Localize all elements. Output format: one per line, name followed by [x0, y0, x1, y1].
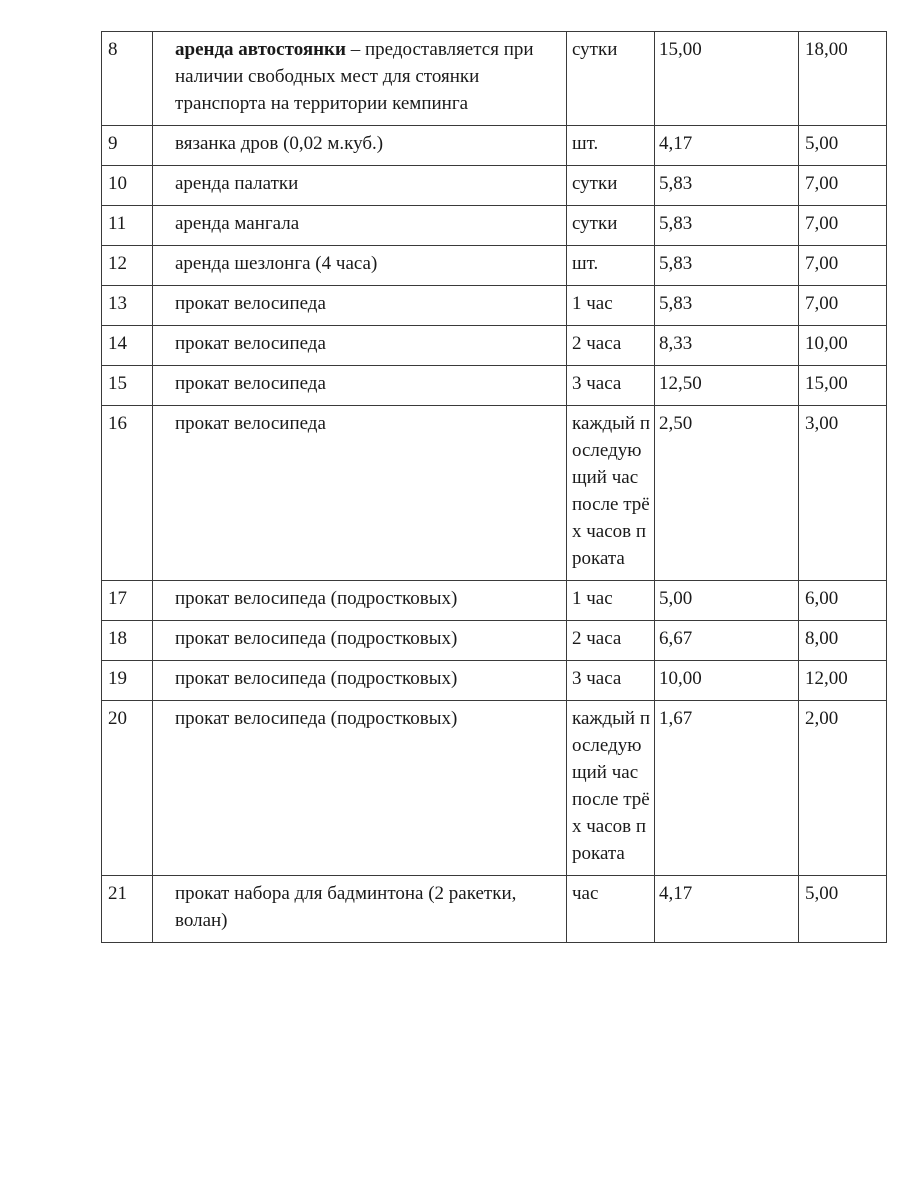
- service-name: аренда шезлонга (4 часа): [153, 246, 567, 286]
- row-number: 20: [102, 701, 153, 876]
- price-without-vat: 5,83: [655, 206, 799, 246]
- row-number: 16: [102, 406, 153, 581]
- price-with-vat: 5,00: [799, 876, 887, 943]
- price-with-vat: 6,00: [799, 581, 887, 621]
- row-number: 17: [102, 581, 153, 621]
- row-number: 14: [102, 326, 153, 366]
- table-row: [102, 246, 887, 286]
- row-number: 19: [102, 661, 153, 701]
- table-row: [102, 206, 887, 246]
- table-row: [102, 126, 887, 166]
- price-with-vat: 7,00: [799, 166, 887, 206]
- unit: шт.: [567, 246, 655, 286]
- price-with-vat: 7,00: [799, 286, 887, 326]
- price-without-vat: 1,67: [655, 701, 799, 876]
- row-number: 10: [102, 166, 153, 206]
- service-name: вязанка дров (0,02 м.куб.): [153, 126, 567, 166]
- price-with-vat: 18,00: [799, 32, 887, 126]
- price-with-vat: 7,00: [799, 206, 887, 246]
- unit: каждый последующий час после трёх часов проката: [567, 406, 655, 581]
- table-row: [102, 32, 887, 126]
- service-name: прокат велосипеда: [153, 366, 567, 406]
- row-number: 8: [102, 32, 153, 126]
- service-name: прокат велосипеда (подростковых): [153, 581, 567, 621]
- unit: 3 часа: [567, 661, 655, 701]
- unit: 3 часа: [567, 366, 655, 406]
- row-number: 12: [102, 246, 153, 286]
- price-without-vat: 6,67: [655, 621, 799, 661]
- service-name: [153, 32, 567, 126]
- price-without-vat: 4,17: [655, 126, 799, 166]
- unit: 1 час: [567, 581, 655, 621]
- unit: час: [567, 876, 655, 943]
- unit: каждый последующий час после трёх часов проката: [567, 701, 655, 876]
- table-row: [102, 286, 887, 326]
- price-table-body: [102, 32, 887, 943]
- price-without-vat: 2,50: [655, 406, 799, 581]
- price-with-vat: 10,00: [799, 326, 887, 366]
- table-row: [102, 661, 887, 701]
- price-without-vat: 10,00: [655, 661, 799, 701]
- price-with-vat: 8,00: [799, 621, 887, 661]
- price-without-vat: 5,83: [655, 286, 799, 326]
- price-with-vat: 3,00: [799, 406, 887, 581]
- service-name: прокат велосипеда: [153, 406, 567, 581]
- price-without-vat: 12,50: [655, 366, 799, 406]
- row-number: 11: [102, 206, 153, 246]
- unit: сутки: [567, 206, 655, 246]
- row-number: 15: [102, 366, 153, 406]
- price-with-vat: 2,00: [799, 701, 887, 876]
- service-name: прокат набора для бадминтона (2 ракетки, волан): [153, 876, 567, 943]
- unit: сутки: [567, 32, 655, 126]
- service-name: аренда палатки: [153, 166, 567, 206]
- table-row: [102, 366, 887, 406]
- price-with-vat: 7,00: [799, 246, 887, 286]
- price-with-vat: 15,00: [799, 366, 887, 406]
- price-with-vat: 12,00: [799, 661, 887, 701]
- service-name: аренда мангала: [153, 206, 567, 246]
- service-name: прокат велосипеда: [153, 286, 567, 326]
- row-number: 13: [102, 286, 153, 326]
- price-without-vat: 5,00: [655, 581, 799, 621]
- service-name: прокат велосипеда (подростковых): [153, 701, 567, 876]
- table-row: [102, 581, 887, 621]
- price-with-vat: 5,00: [799, 126, 887, 166]
- unit: сутки: [567, 166, 655, 206]
- service-name: прокат велосипеда (подростковых): [153, 661, 567, 701]
- table-row: [102, 701, 887, 876]
- service-name: прокат велосипеда: [153, 326, 567, 366]
- unit: 1 час: [567, 286, 655, 326]
- price-table: [101, 31, 887, 943]
- price-without-vat: 5,83: [655, 246, 799, 286]
- price-without-vat: 4,17: [655, 876, 799, 943]
- table-row: [102, 406, 887, 581]
- table-row: [102, 876, 887, 943]
- unit: шт.: [567, 126, 655, 166]
- service-name: прокат велосипеда (подростковых): [153, 621, 567, 661]
- table-row: [102, 166, 887, 206]
- row-number: 9: [102, 126, 153, 166]
- price-without-vat: 5,83: [655, 166, 799, 206]
- row-number: 21: [102, 876, 153, 943]
- price-without-vat: 8,33: [655, 326, 799, 366]
- service-name-text: – предоставляется при наличии свободных мест для стоянки транспорта на территории кемпинга: [175, 39, 534, 114]
- table-row: [102, 326, 887, 366]
- unit: 2 часа: [567, 621, 655, 661]
- table-row: [102, 621, 887, 661]
- row-number: 18: [102, 621, 153, 661]
- price-without-vat: 15,00: [655, 32, 799, 126]
- service-name-bold: аренда автостоянки: [175, 39, 346, 60]
- unit: 2 часа: [567, 326, 655, 366]
